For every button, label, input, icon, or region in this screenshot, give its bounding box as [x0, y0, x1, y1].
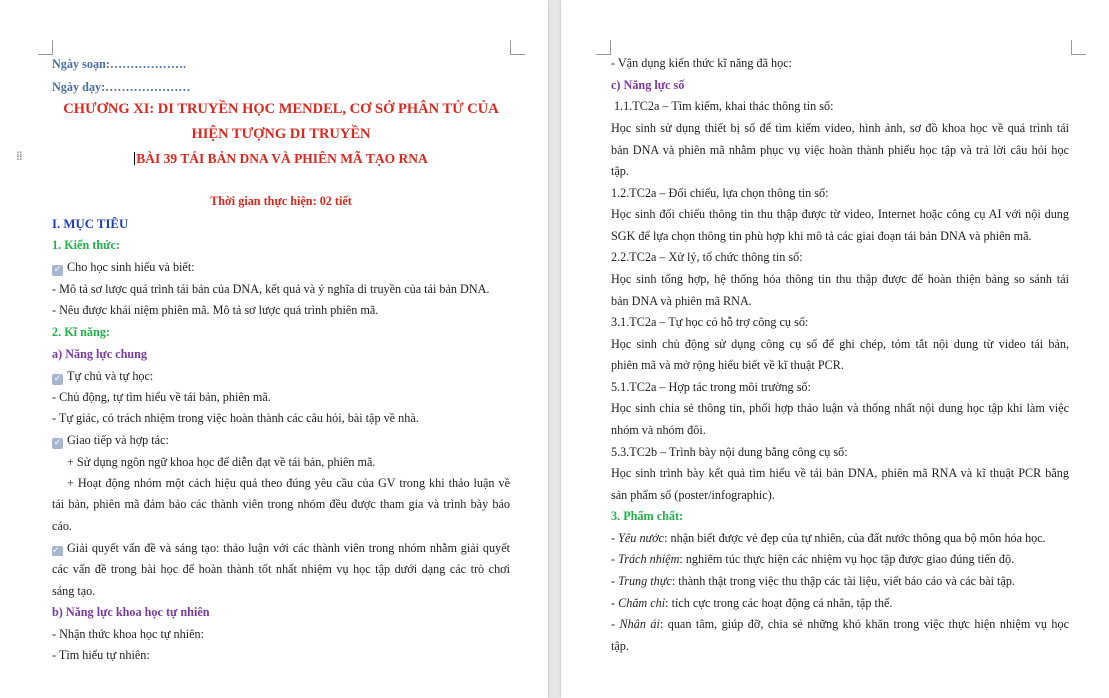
- quality-item[interactable]: - Yêu nước: nhận biết được vẻ đẹp của tự nhiên, của đất nước thông qua bộ môn hóa học.: [611, 531, 1046, 545]
- paragraph[interactable]: các vấn đề trong bài học để hoàn thành tốt nhất nhiệm vụ học tập dưới dạng các trò chơi: [52, 562, 510, 576]
- competence-code[interactable]: 5.3.TC2b – Trình bày nội dung bằng công cụ số:: [611, 445, 848, 459]
- checklist-item[interactable]: ✓ Giải quyết vấn đề và sáng tạo: thảo luận với các thành viên trong nhóm nhằm giải quyết: [52, 541, 510, 556]
- checklist-item[interactable]: ✓ Cho học sinh hiểu và biết:: [53, 260, 195, 275]
- chapter-title-line1[interactable]: CHƯƠNG XI: DI TRUYỀN HỌC MENDEL, CƠ SỞ PHÂN TỬ CỦA: [63, 101, 499, 117]
- quality-item[interactable]: - Nhân ái: quan tâm, giúp đỡ, chia sẻ những khó khăn trong việc thực hiện nhiệm vụ học: [611, 617, 1069, 631]
- competence-code[interactable]: 1.2.TC2a – Đối chiếu, lựa chọn thông tin số:: [611, 186, 829, 200]
- drag-handle-icon[interactable]: ⁞⁞: [16, 149, 22, 163]
- paragraph[interactable]: Học sinh chủ động sử dụng công cụ số để ghi chép, tóm tắt nội dung từ video tái bản,: [611, 337, 1069, 351]
- lesson-duration[interactable]: Thời gian thực hiện: 02 tiết: [210, 194, 352, 208]
- competence-code[interactable]: 1.1.TC2a – Tìm kiếm, khai thác thông tin số:: [614, 99, 834, 113]
- document-page-right[interactable]: [561, 0, 1109, 698]
- paragraph[interactable]: tập.: [611, 639, 629, 653]
- paragraph[interactable]: + Hoạt động nhóm một cách hiệu quả theo đúng yêu cầu của GV trong khi thảo luận về: [67, 476, 510, 490]
- crop-mark: [38, 40, 53, 55]
- crop-mark: [596, 40, 611, 55]
- heading-general-competence[interactable]: a) Năng lực chung: [52, 347, 148, 361]
- lesson-title: BÀI 39 TÁI BẢN DNA VÀ PHIÊN MÃ TẠO RNA: [136, 151, 428, 166]
- crop-mark: [1071, 40, 1086, 55]
- paragraph[interactable]: sản phẩm số (poster/infographic).: [611, 488, 775, 502]
- heading-science-competence[interactable]: b) Năng lực khoa học tự nhiên: [52, 605, 210, 619]
- paragraph[interactable]: - Tìm hiểu tự nhiên:: [52, 648, 150, 662]
- paragraph[interactable]: SGK để lựa chọn thông tin phù hợp khi mô tả các giai đoạn tái bản DNA và phiên mã.: [611, 229, 1032, 243]
- quality-item[interactable]: - Trung thực: thành thật trong việc thu thập các tài liệu, viết báo cáo và các bài tập.: [611, 574, 1015, 588]
- paragraph[interactable]: phiên mã và mở rộng hiểu biết về kĩ thuật PCR.: [611, 358, 844, 372]
- paragraph[interactable]: - Vận dụng kiến thức kĩ năng đã học:: [611, 56, 793, 70]
- paragraph[interactable]: Học sinh tổng hợp, hệ thống hóa thông tin thu thập được để hoàn thiện bảng so sánh tái: [611, 272, 1069, 286]
- section-objectives[interactable]: I. MỤC TIÊU: [52, 217, 129, 231]
- paragraph[interactable]: tái bản, phiên mã đảm bảo các thành viên trong nhóm đều được tham gia và trình bày báo: [52, 497, 510, 511]
- paragraph[interactable]: Học sinh trình bày kết quả tìm hiểu về tái bản DNA, phiên mã RNA và kĩ thuật PCR bằng: [611, 466, 1069, 480]
- quality-item[interactable]: - Chăm chỉ: tích cực trong các hoạt động cá nhân, tập thể.: [611, 596, 893, 610]
- date-prepared[interactable]: Ngày soạn:……………….: [52, 57, 187, 71]
- paragraph[interactable]: - Tự giác, có trách nhiệm trong việc hoàn thành các câu hỏi, bài tập về nhà.: [52, 411, 419, 425]
- heading-qualities[interactable]: 3. Phẩm chất:: [611, 509, 684, 523]
- paragraph[interactable]: - Mô tả sơ lược quá trình tái bản của DNA, kết quả và ý nghĩa di truyền của tái bản DNA.: [52, 282, 490, 296]
- paragraph[interactable]: - Nhận thức khoa học tự nhiên:: [52, 627, 204, 641]
- checkbox-checked-icon[interactable]: ✓: [53, 265, 62, 275]
- document-page-left[interactable]: [0, 0, 548, 698]
- competence-code[interactable]: 2.2.TC2a – Xử lý, tổ chức thông tin số:: [611, 250, 803, 264]
- heading-knowledge[interactable]: 1. Kiến thức:: [52, 238, 120, 252]
- checklist-item[interactable]: ✓ Tự chủ và tự học:: [53, 369, 154, 384]
- paragraph[interactable]: cáo.: [52, 519, 72, 533]
- checkbox-checked-icon[interactable]: ✓: [53, 374, 62, 384]
- heading-digital-competence[interactable]: c) Năng lực số: [611, 78, 685, 92]
- checkbox-checked-icon[interactable]: ✓: [52, 546, 63, 556]
- lesson-title-line[interactable]: [52, 151, 510, 167]
- heading-skills[interactable]: 2. Kĩ năng:: [52, 325, 110, 339]
- paragraph[interactable]: Học sinh sử dụng thiết bị số để tìm kiếm video, hình ảnh, sơ đồ khoa học về quá trình tái: [611, 121, 1069, 135]
- paragraph[interactable]: tập.: [611, 164, 629, 178]
- paragraph[interactable]: bản DNA và phiên mã nhằm phục vụ việc hoàn thành phiếu học tập và trả lời câu hỏi học: [611, 143, 1069, 157]
- paragraph[interactable]: bản DNA và phiên mã RNA.: [611, 294, 752, 308]
- paragraph[interactable]: - Nêu được khái niệm phiên mã. Mô tả sơ lược quá trình phiên mã.: [52, 303, 379, 317]
- quality-item[interactable]: - Trách nhiệm: nghiêm túc thực hiện các nhiệm vụ học tập được giao đúng tiến độ.: [611, 552, 1015, 566]
- paragraph[interactable]: nhóm và nhóm đôi.: [611, 423, 706, 437]
- crop-mark: [510, 40, 525, 55]
- chapter-title-line2[interactable]: HIỆN TƯỢNG DI TRUYỀN: [191, 126, 371, 142]
- paragraph[interactable]: + Sử dụng ngôn ngữ khoa học để diễn đạt về tái bản, phiên mã.: [67, 455, 376, 469]
- paragraph[interactable]: - Chủ động, tự tìm hiểu về tái bản, phiên mã.: [52, 390, 271, 404]
- competence-code[interactable]: 5.1.TC2a – Hợp tác trong môi trường số:: [611, 380, 811, 394]
- checkbox-checked-icon[interactable]: ✓: [53, 438, 62, 448]
- date-taught[interactable]: Ngày dạy:…………………: [52, 80, 191, 94]
- paragraph[interactable]: Học sinh chia sẻ thông tin, phối hợp thảo luận và thống nhất nội dung học tập khi làm việc: [611, 401, 1069, 415]
- paragraph[interactable]: Học sinh đối chiếu thông tin thu thập được từ video, Internet hoặc công cụ AI với nội dung: [611, 207, 1069, 221]
- competence-code[interactable]: 3.1.TC2a – Tự học có hỗ trợ công cụ số:: [611, 315, 809, 329]
- paragraph[interactable]: sáng tạo.: [52, 584, 96, 598]
- checklist-item[interactable]: ✓ Giao tiếp và hợp tác:: [53, 433, 169, 448]
